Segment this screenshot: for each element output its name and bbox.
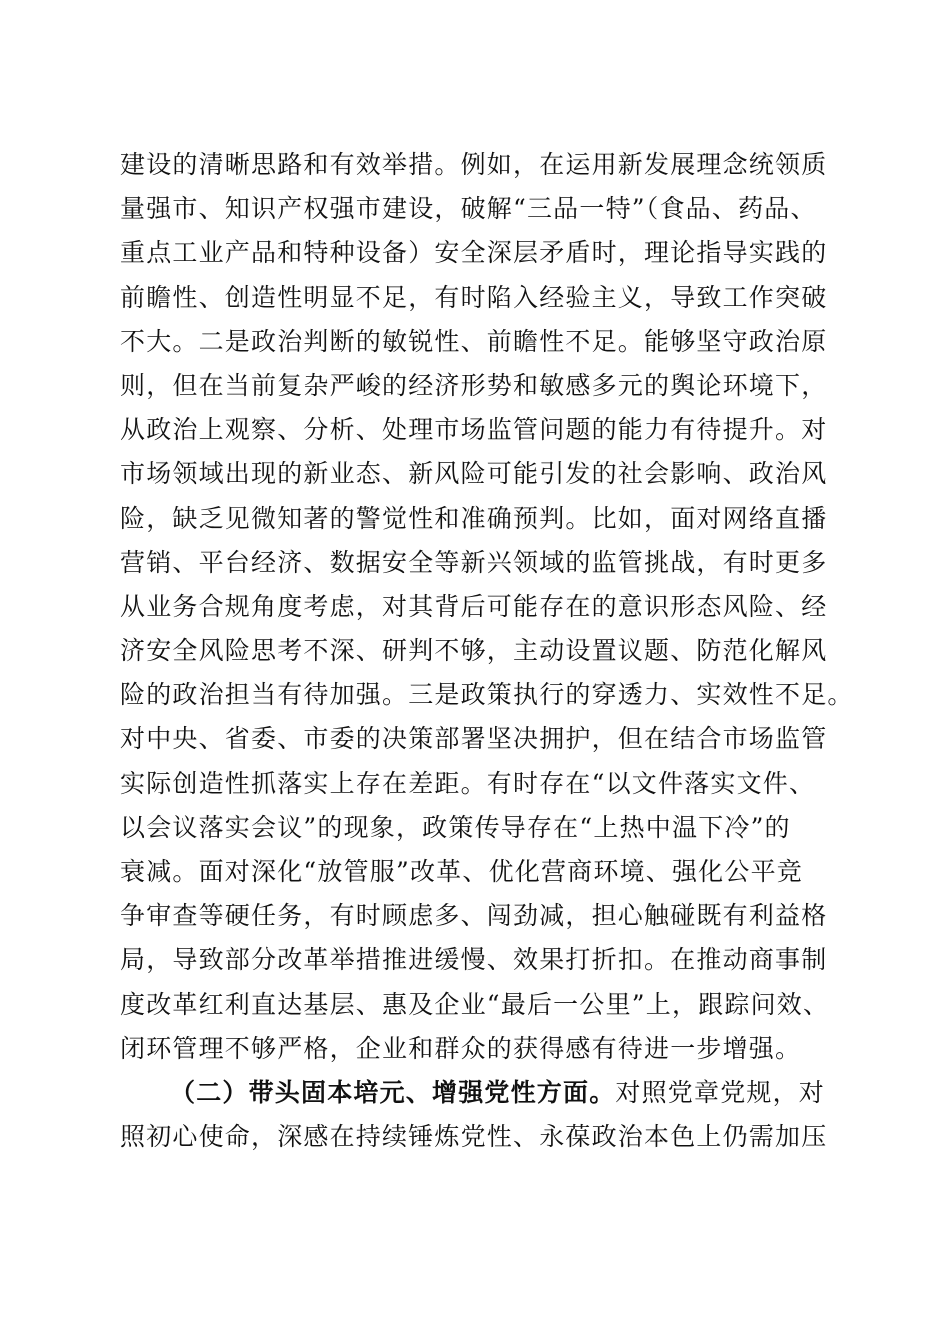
text-line: 济安全风险思考不深、研判不够，主动设置议题、防范化解风 xyxy=(120,636,828,666)
text-line: 险，缺乏见微知著的警觉性和准确预判。比如，面对网络直播 xyxy=(120,503,828,533)
section-heading-rest: 对照党章党规，对 xyxy=(615,1077,826,1107)
text-line: 闭环管理不够严格，企业和群众的获得感有待进一步增强。 xyxy=(120,1033,802,1063)
section-heading: （二）带头固本培元、增强党性方面。 xyxy=(170,1077,616,1107)
text-line: 对中央、省委、市委的决策部署坚决拥护，但在结合市场监管 xyxy=(120,724,828,754)
text-line: 建设的清晰思路和有效举措。例如，在运用新发展理念统领质 xyxy=(120,150,828,179)
text-line: 营销、平台经济、数据安全等新兴领域的监管挑战，有时更多 xyxy=(120,547,828,577)
text-line: 照初心使命，深感在持续锤炼党性、永葆政治本色上仍需加压 xyxy=(120,1122,828,1152)
text-line: 重点工业产品和特种设备）安全深层矛盾时，理论指导实践的 xyxy=(120,238,828,268)
text-line: 争审查等硬任务，有时顾虑多、闯劲减，担心触碰既有利益格 xyxy=(120,901,828,931)
text-line: 险的政治担当有待加强。三是政策执行的穿透力、实效性不足。 xyxy=(120,680,854,710)
text-line: 则，但在当前复杂严峻的经济形势和敏感多元的舆论环境下， xyxy=(120,370,828,400)
text-line: 从政治上观察、分析、处理市场监管问题的能力有待提升。对 xyxy=(120,415,828,445)
section-heading-line xyxy=(120,1071,840,1115)
text-line: 前瞻性、创造性明显不足，有时陷入经验主义，导致工作突破 xyxy=(120,282,828,312)
text-line: 以会议落实会议”的现象，政策传导存在“上热中温下冷”的 xyxy=(120,812,791,842)
text-line: 从业务合规角度考虑，对其背后可能存在的意识形态风险、经 xyxy=(120,591,828,621)
text-line: 衰减。面对深化“放管服”改革、优化营商环境、强化公平竞 xyxy=(120,857,803,886)
text-line: 不大。二是政治判断的敏锐性、前瞻性不足。能够坚守政治原 xyxy=(120,326,828,356)
body-text xyxy=(120,143,854,1159)
text-line: 局，导致部分改革举措推进缓慢、效果打折扣。在推动商事制 xyxy=(120,945,828,975)
text-line: 市场领域出现的新业态、新风险可能引发的社会影响、政治风 xyxy=(120,459,828,489)
text-line: 度改革红利直达基层、惠及企业“最后一公里”上，跟踪问效、 xyxy=(120,989,830,1019)
text-line: 量强市、知识产权强市建设，破解“三品一特”（食品、药品、 xyxy=(120,194,817,224)
text-line: 实际创造性抓落实上存在差距。有时存在“以文件落实文件、 xyxy=(120,768,816,798)
